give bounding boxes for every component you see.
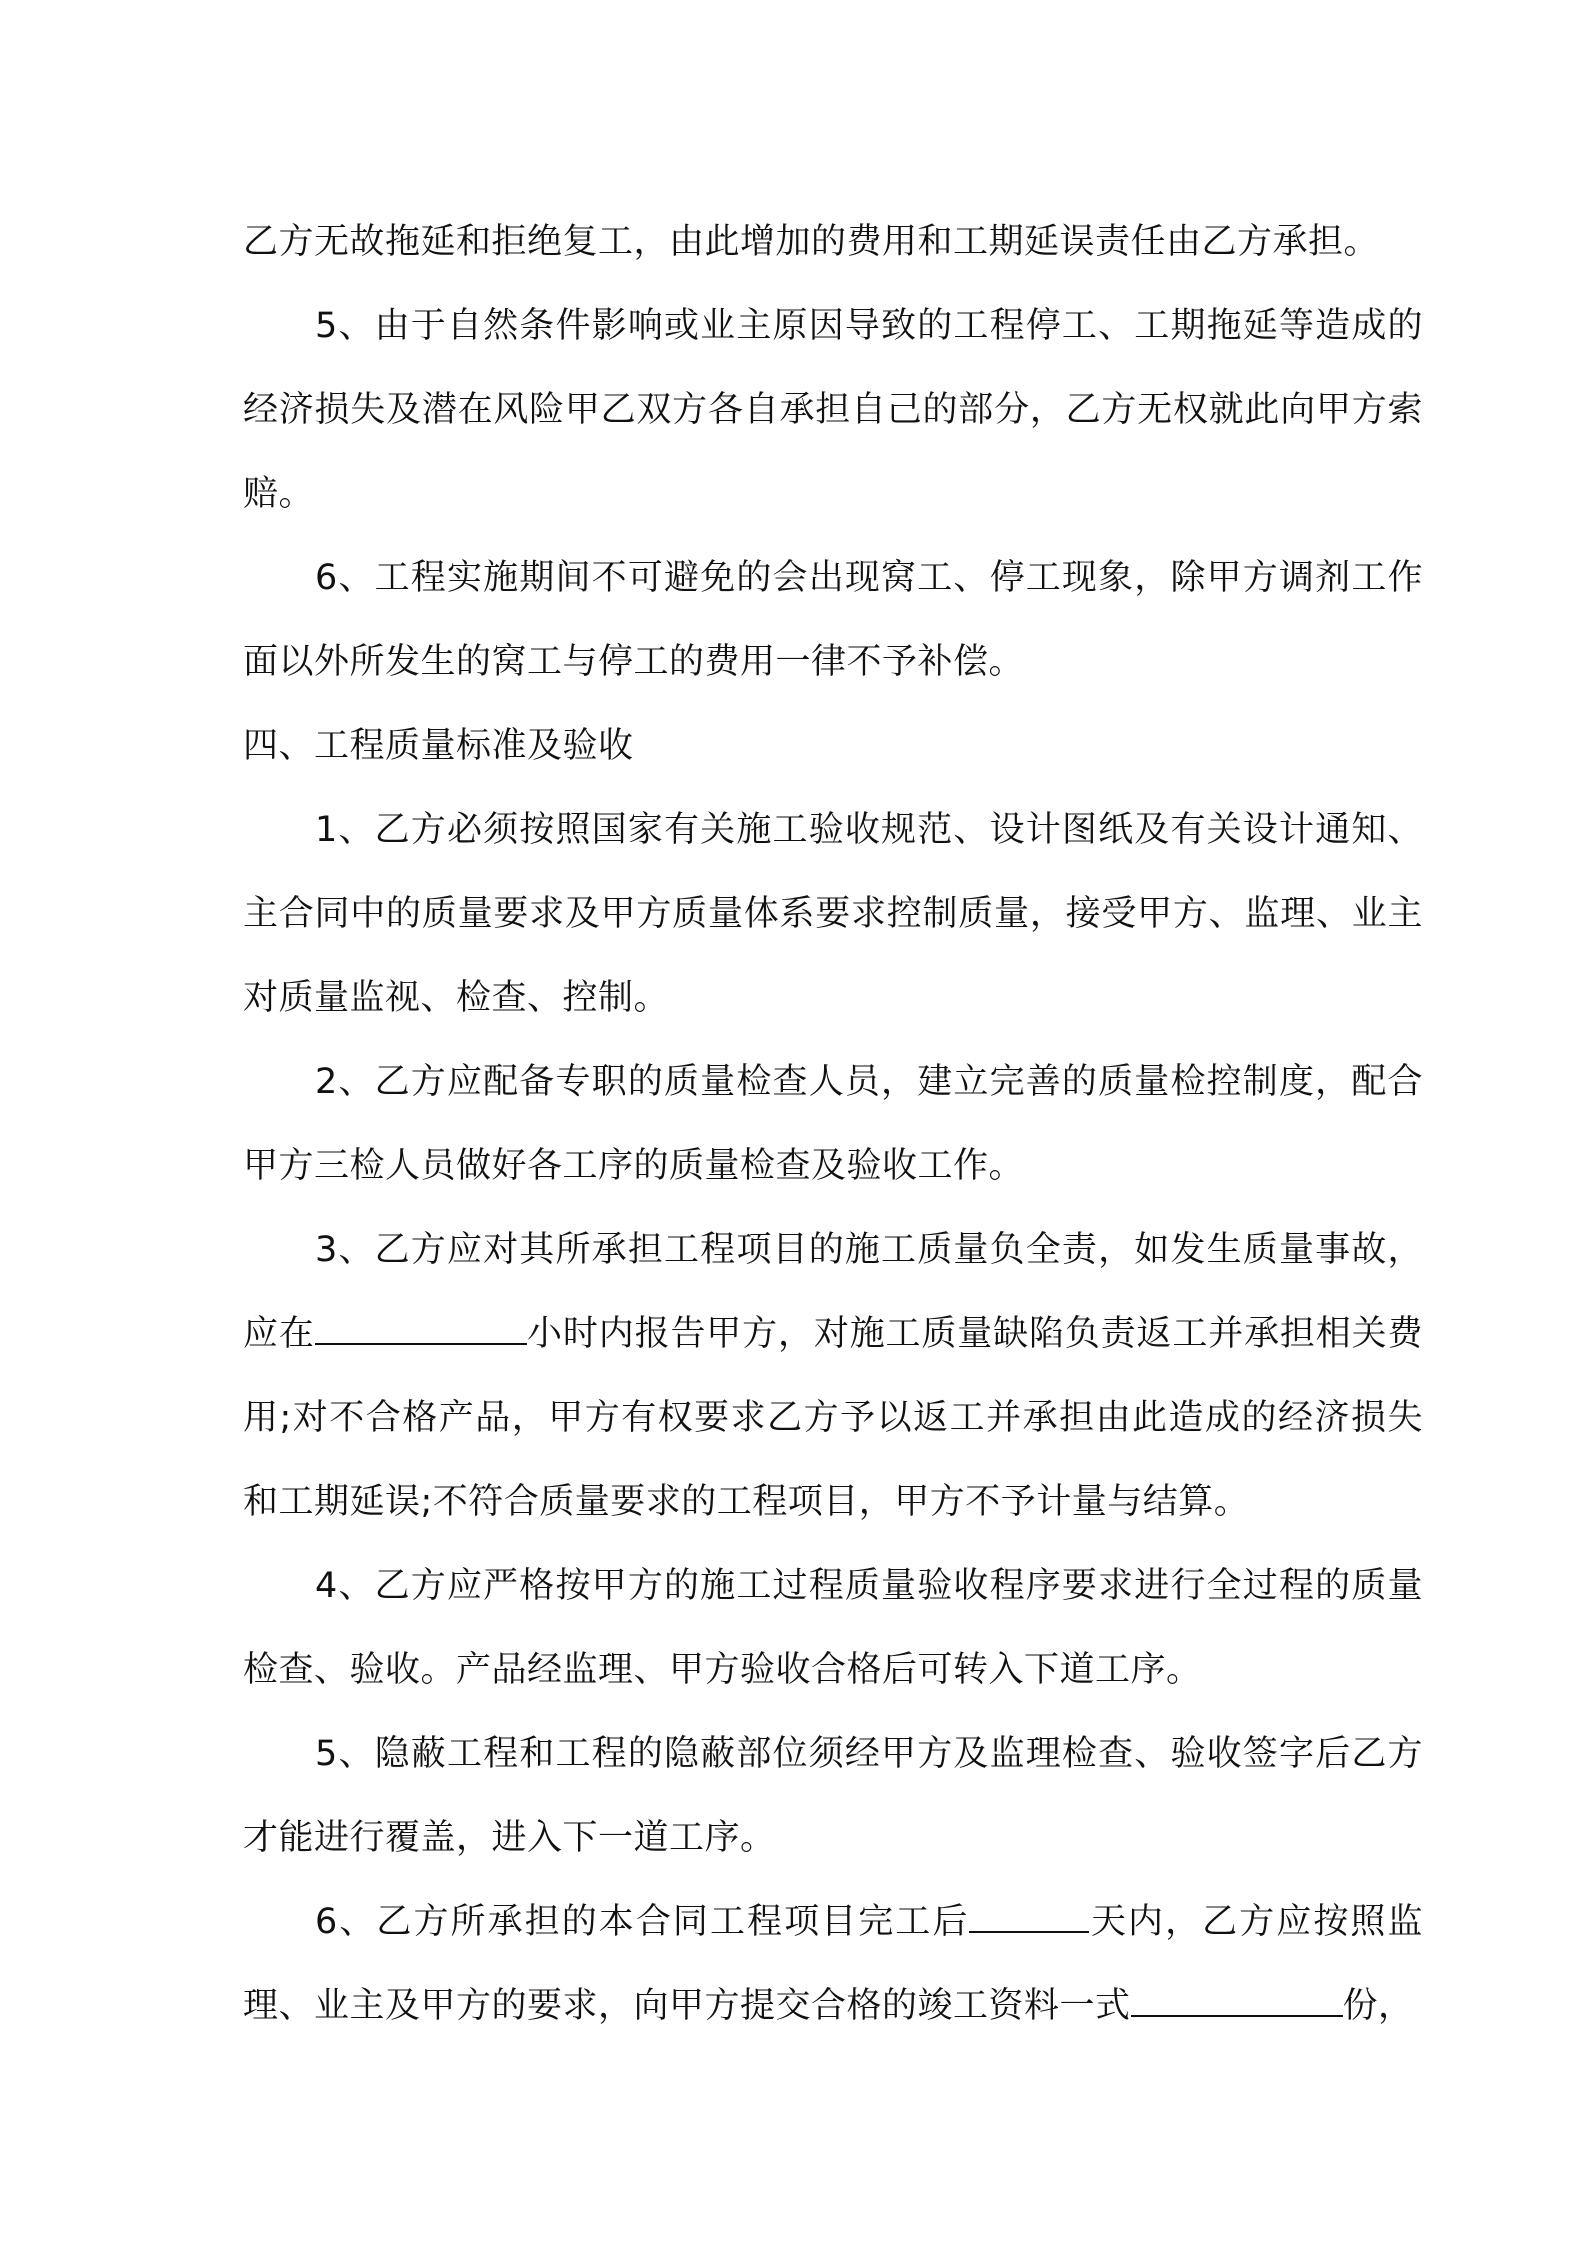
days-blank bbox=[969, 1901, 1089, 1933]
clause-4-3-part-a: 3、乙方应对其所承担工程项目的施工质量负全责，如发生质量事故，应在 bbox=[243, 1230, 1423, 1354]
clause-4-6-part-b: 天内，乙方应按照监理、业主及甲方的要求，向甲方提交合格的竣工资料一式 bbox=[243, 1902, 1423, 2026]
clause-4-4: 4、乙方应严格按甲方的施工过程质量验收程序要求进行全过程的质量检查、验收。产品经监理、甲方验收合格后可转入下道工序。 bbox=[243, 1566, 1423, 1690]
clause-4-3-part-b: 小时内报告甲方，对施工质量缺陷负责返工并承担相关费用;对不合格产品，甲方有权要求乙方予以返工并承担由此造成的经济损失和工期延误;不符合质量要求的工程项目，甲方不予计量与结算。 bbox=[243, 1314, 1423, 1522]
clause-4-3 bbox=[243, 1208, 1423, 1544]
clause-4-6 bbox=[243, 1880, 1423, 2048]
document-body bbox=[243, 200, 1423, 2048]
clause-3-5: 5、由于自然条件影响或业主原因导致的工程停工、工期拖延等造成的经济损失及潜在风险甲乙双方各自承担自己的部分，乙方无权就此向甲方索赔。 bbox=[243, 306, 1423, 514]
copies-blank bbox=[1131, 1985, 1343, 2017]
clause-3-6: 6、工程实施期间不可避免的会出现窝工、停工现象，除甲方调剂工作面以外所发生的窝工与停工的费用一律不予补偿。 bbox=[243, 558, 1423, 682]
paragraph-continuation: 乙方无故拖延和拒绝复工，由此增加的费用和工期延误责任由乙方承担。 bbox=[243, 222, 1380, 262]
clause-4-5: 5、隐蔽工程和工程的隐蔽部位须经甲方及监理检查、验收签字后乙方才能进行覆盖，进入下一道工序。 bbox=[243, 1734, 1423, 1858]
clause-4-6-part-c: 份， bbox=[1342, 1986, 1414, 2026]
clause-4-6-part-a: 6、乙方所承担的本合同工程项目完工后 bbox=[315, 1902, 970, 1942]
clause-4-2: 2、乙方应配备专职的质量检查人员，建立完善的质量检控制度，配合甲方三检人员做好各工序的质量检查及验收工作。 bbox=[243, 1062, 1423, 1186]
section-heading-4: 四、工程质量标准及验收 bbox=[243, 726, 634, 766]
hours-blank bbox=[315, 1313, 527, 1345]
clause-4-1: 1、乙方必须按照国家有关施工验收规范、设计图纸及有关设计通知、主合同中的质量要求及甲方质量体系要求控制质量，接受甲方、监理、业主对质量监视、检查、控制。 bbox=[243, 810, 1423, 1018]
